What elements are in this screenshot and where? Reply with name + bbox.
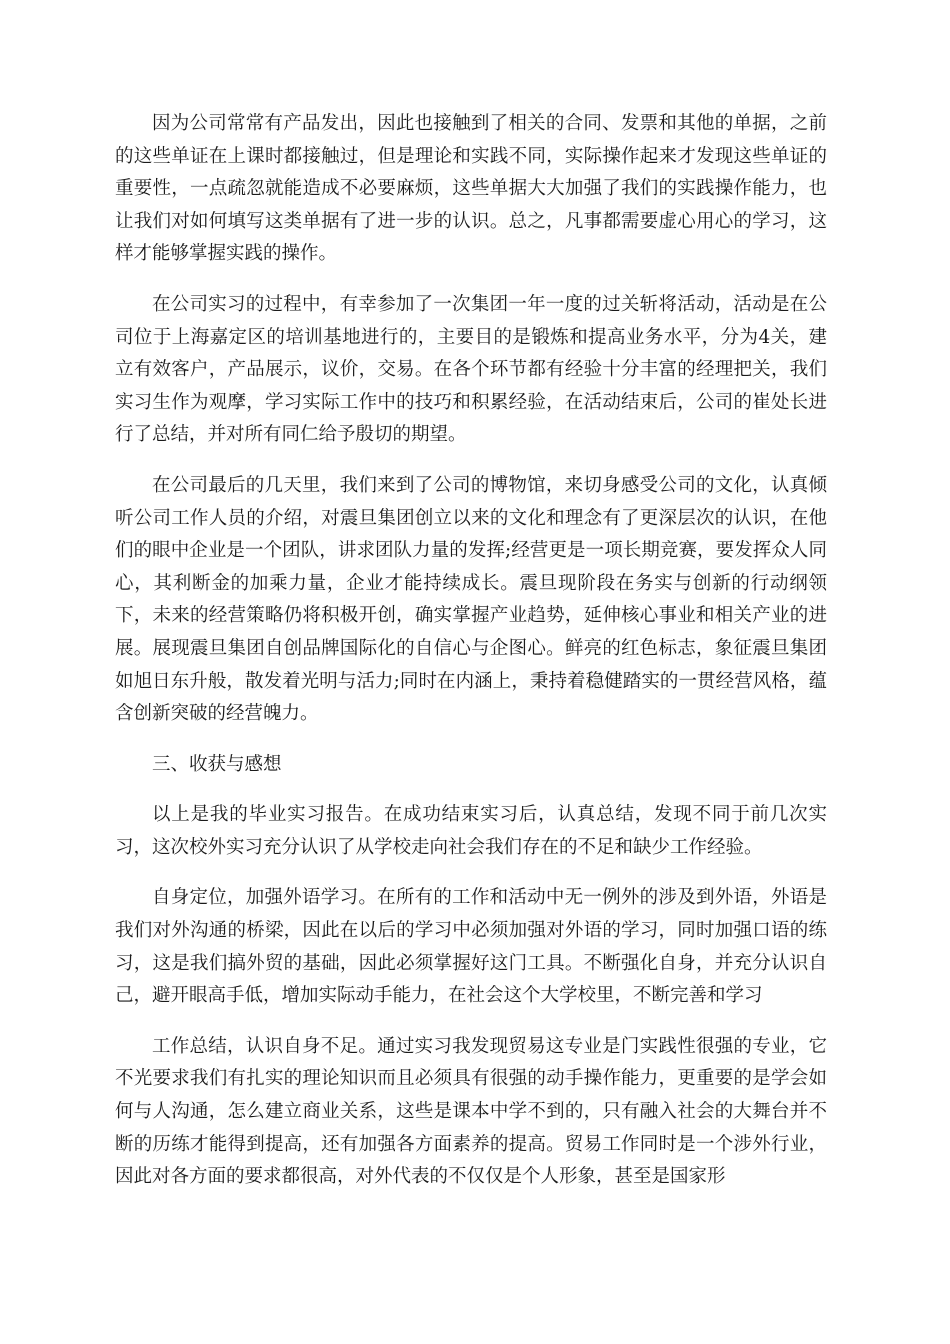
section-heading: 三、收获与感想 bbox=[152, 753, 282, 775]
paragraph-group-activity: 在公司实习的过程中，有幸参加了一次集团一年一度的过关斩将活动，活动是在公司位于上海嘉定区的培训基地进行的，主要目的是锻炼和提高业务水平，分为4关，建立有效客户，产品展示，议价，交易。在各个环节都有经验十分丰富的经理把关，我们实习生作为观摩，学习实际工作中的技巧和积累经验，在活动结束后，公司的崔处长进行了总结，并对所有同仁给予殷切的期望。 bbox=[115, 293, 827, 446]
paragraph-work-summary: 工作总结，认识自身不足。通过实习我发现贸易这专业是门实践性很强的专业，它不光要求我们有扎实的理论知识而且必须具有很强的动手操作能力，更重要的是学会如何与人沟通，怎么建立商业关系，这些是课本中学不到的，只有融入社会的大舞台并不断的历练才能得到提高，还有加强各方面素养的提高。贸易工作同时是一个涉外行业，因此对各方面的要求都很高，对外代表的不仅仅是个人形象，甚至是国家形 bbox=[115, 1035, 827, 1188]
paragraph-company-museum: 在公司最后的几天里，我们来到了公司的博物馆，来切身感受公司的文化，认真倾听公司工作人员的介绍，对震旦集团创立以来的文化和理念有了更深层次的认识，在他们的眼中企业是一个团队，讲求团队力量的发挥;经营更是一项长期竞赛，要发挥众人同心，其利断金的加乘力量，企业才能持续成长。震旦现阶段在务实与创新的行动纲领下，未来的经营策略仍将积极开创，确实掌握产业趋势，延伸核心事业和相关产业的进展。展现震旦集团自创品牌国际化的自信心与企图心。鲜亮的红色标志，象征震旦集团如旭日东升般，散发着光明与活力;同时在内涵上，秉持着稳健踏实的一贯经营风格，蕴含创新突破的经营魄力。 bbox=[115, 474, 827, 725]
paragraph-report-summary: 以上是我的毕业实习报告。在成功结束实习后，认真总结，发现不同于前几次实习，这次校外实习充分认识了从学校走向社会我们存在的不足和缺少工作经验。 bbox=[115, 804, 827, 858]
paragraph-documents-practice: 因为公司常常有产品发出，因此也接触到了相关的合同、发票和其他的单据，之前的这些单证在上课时都接触过，但是理论和实践不同，实际操作起来才发现这些单证的重要性，一点疏忽就能造成不必要麻烦，这些单据大大加强了我们的实践操作能力，也让我们对如何填写这类单据有了进一步的认识。总之，凡事都需要虚心用心的学习，这样才能够掌握实践的操作。 bbox=[115, 113, 827, 265]
document-page bbox=[115, 108, 827, 1212]
paragraph-foreign-language: 自身定位，加强外语学习。在所有的工作和活动中无一例外的涉及到外语，外语是我们对外沟通的桥梁，因此在以后的学习中必须加强对外语的学习，同时加强口语的练习，这是我们搞外贸的基础，因此必须掌握好这门工具。不断强化自身，并充分认识自己，避开眼高手低，增加实际动手能力，在社会这个大学校里，不断完善和学习 bbox=[115, 887, 827, 1007]
